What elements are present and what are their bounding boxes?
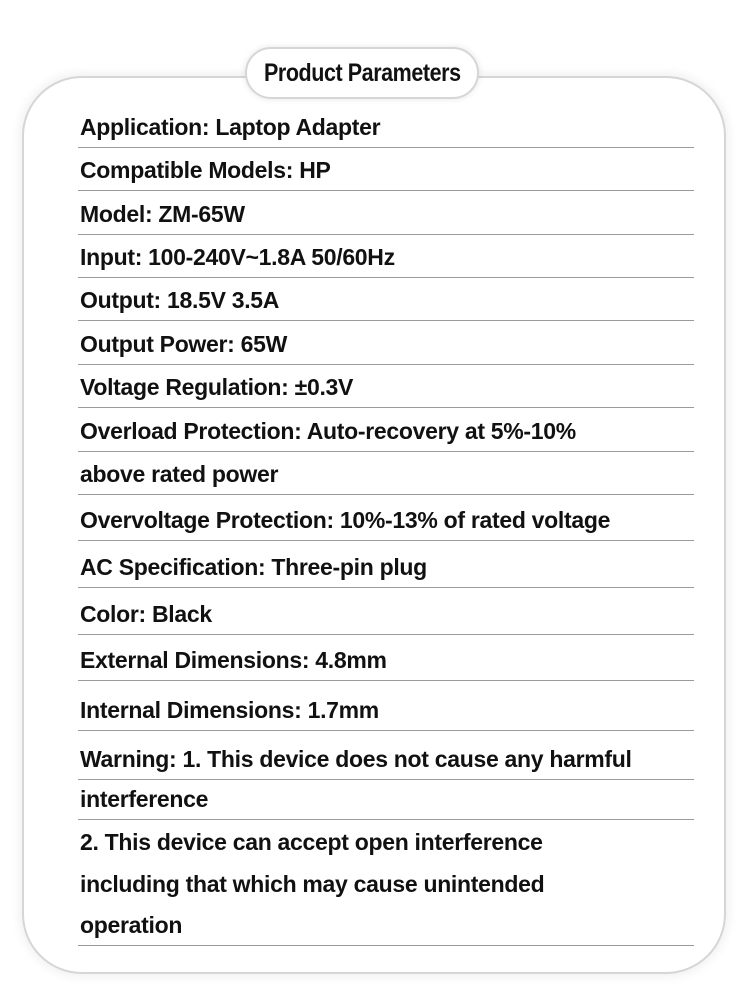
param-text: AC Specification: Three-pin plug [80, 554, 427, 580]
param-row-compatible-models [78, 148, 694, 191]
param-row-voltage-regulation [78, 365, 694, 408]
param-row-output-power [78, 321, 694, 365]
param-text: interference [80, 786, 209, 812]
param-text: Application: Laptop Adapter [80, 114, 381, 140]
param-row-input [78, 235, 694, 278]
param-text: Input: 100-240V~1.8A 50/60Hz [80, 244, 395, 270]
param-text: Internal Dimensions: 1.7mm [80, 697, 379, 723]
param-row-internal-dimensions [78, 681, 694, 731]
param-row-application [78, 104, 694, 148]
param-text: External Dimensions: 4.8mm [80, 647, 387, 673]
param-text: Output: 18.5V 3.5A [80, 287, 280, 313]
param-text: Output Power: 65W [80, 331, 288, 357]
param-row-overload-protection [78, 408, 694, 452]
title-pill [245, 47, 479, 99]
param-text: including that which may cause unintended [80, 871, 545, 897]
param-row-warning-cont-3 [78, 862, 694, 904]
param-text: Compatible Models: HP [80, 157, 331, 183]
param-row-color [78, 588, 694, 635]
param-row-warning-cont-2 [78, 820, 694, 862]
param-row-overload-protection-cont [78, 452, 694, 495]
param-text: Voltage Regulation: ±0.3V [80, 374, 354, 400]
param-text: Overload Protection: Auto-recovery at 5%-10% [80, 418, 576, 444]
param-row-warning-cont-1 [78, 780, 694, 820]
page-title: Product Parameters [263, 58, 461, 87]
param-row-output [78, 278, 694, 321]
param-row-model [78, 191, 694, 235]
param-text: above rated power [80, 461, 279, 487]
param-text: operation [80, 912, 183, 938]
param-row-warning-cont-4 [78, 904, 694, 946]
param-text: Color: Black [80, 601, 212, 627]
param-row-ac-specification [78, 541, 694, 588]
param-text: Overvoltage Protection: 10%-13% of rated voltage [80, 507, 611, 533]
param-row-external-dimensions [78, 635, 694, 681]
param-text: Warning: 1. This device does not cause any harmful [80, 746, 632, 772]
param-text: 2. This device can accept open interference [80, 829, 543, 855]
param-row-warning [78, 731, 694, 780]
param-text: Model: ZM-65W [80, 201, 245, 227]
param-row-overvoltage-protection [78, 495, 694, 541]
